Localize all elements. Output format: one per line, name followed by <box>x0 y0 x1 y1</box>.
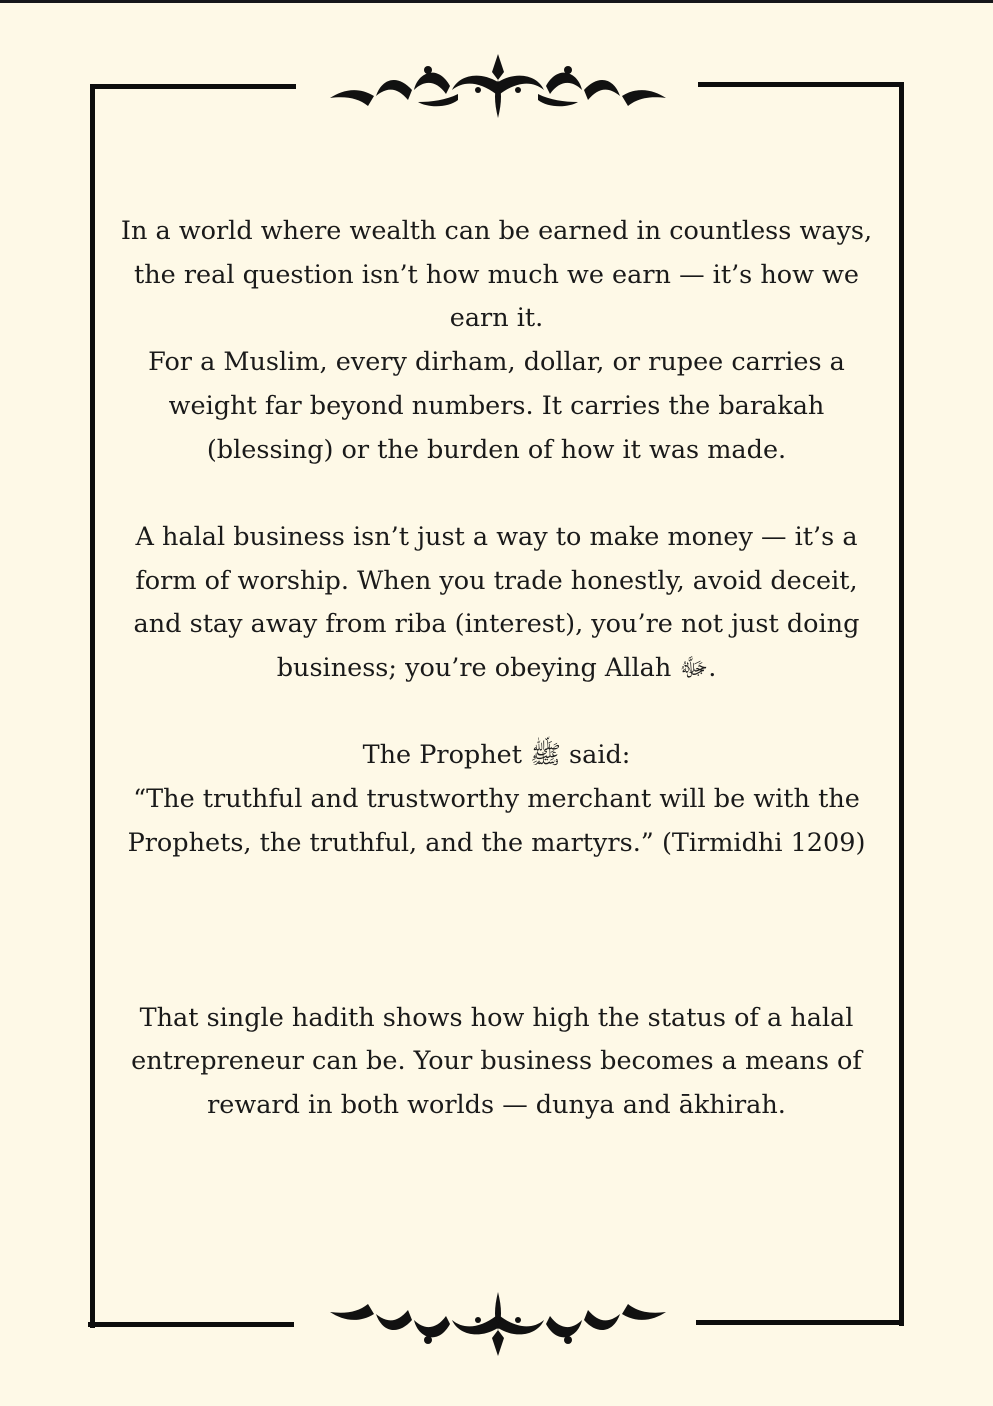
text-line: the real question isn’t how much we earn — it’s how we <box>133 259 860 290</box>
text-line: weight far beyond numbers. It carries the barakah <box>168 390 825 421</box>
paragraph-intro <box>90 210 903 472</box>
text-line: The Prophet ﷺ said: <box>362 740 631 771</box>
text-line: business; you’re obeying Allah ﷻ. <box>276 653 717 684</box>
text-line: earn it. <box>449 303 544 334</box>
text-line: and stay away from riba (interest), you’re not just doing <box>133 609 860 640</box>
text-line: “The truthful and trustworthy merchant will be with the <box>133 784 860 815</box>
paragraph-conclusion <box>90 997 903 1128</box>
body-text <box>90 210 903 1128</box>
text-line: (blessing) or the burden of how it was made. <box>206 434 787 465</box>
frame-bottom-left-line <box>88 1322 294 1327</box>
text-line: For a Muslim, every dirham, dollar, or rupee carries a <box>148 347 845 378</box>
paragraph-hadith-quote <box>90 734 903 865</box>
frame-top-right-line <box>698 82 904 87</box>
frame-top-left-line <box>90 84 296 89</box>
bottom-ornament-icon <box>328 1290 668 1360</box>
top-ornament-icon <box>328 50 668 120</box>
top-edge-bar <box>0 0 993 3</box>
text-line: A halal business isn’t just a way to make money — it’s a <box>135 521 858 552</box>
text-line: In a world where wealth can be earned in countless ways, <box>120 216 873 246</box>
frame-bottom-right-line <box>696 1320 902 1325</box>
text-line: entrepreneur can be. Your business becomes a means of <box>131 1046 862 1077</box>
text-line: That single hadith shows how high the status of a halal <box>139 1002 854 1033</box>
paragraph-halal-business <box>90 516 903 691</box>
text-line: reward in both worlds — dunya and ākhirah. <box>207 1089 786 1120</box>
text-line: form of worship. When you trade honestly, avoid deceit, <box>135 565 858 596</box>
text-line: Prophets, the truthful, and the martyrs.” (Tirmidhi 1209) <box>127 827 866 858</box>
